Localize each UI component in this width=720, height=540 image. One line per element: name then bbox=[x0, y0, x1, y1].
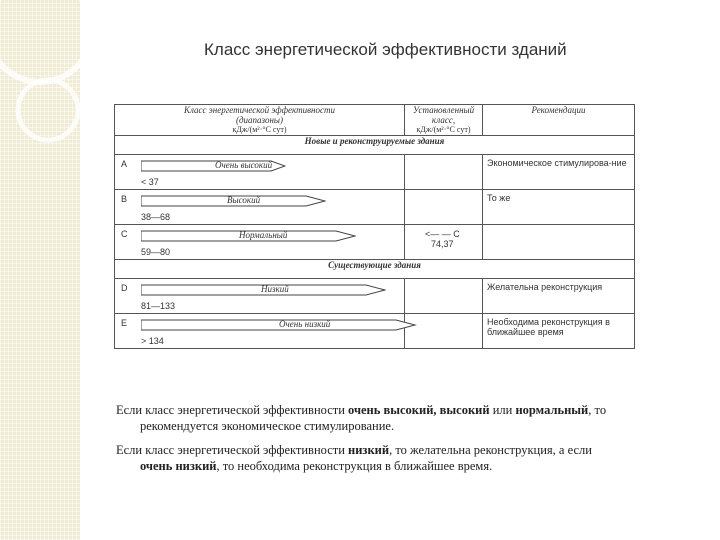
class-cell-b bbox=[115, 190, 405, 225]
p2-bold-very-low: очень низкий bbox=[140, 459, 217, 473]
p1-text-mid: или bbox=[489, 403, 516, 417]
table-row bbox=[115, 190, 635, 225]
class-letter: C bbox=[121, 229, 128, 239]
class-label: Очень низкий bbox=[279, 319, 331, 329]
p1-bold-normal: нормальный bbox=[515, 403, 589, 417]
rec-cell bbox=[483, 190, 635, 225]
p2-bold-low: низкий bbox=[348, 443, 390, 457]
class-label: Нормальный bbox=[239, 230, 288, 240]
page-title: Класс энергетической эффективности зданий bbox=[204, 40, 567, 59]
class-letter: E bbox=[121, 318, 128, 328]
header-est-unit: кДж/(м²·°С сут) bbox=[416, 125, 471, 134]
table-row bbox=[115, 314, 635, 349]
est-cell bbox=[405, 279, 483, 314]
header-class-line1: Класс энергетической эффективности bbox=[184, 105, 335, 115]
header-class-range bbox=[115, 105, 405, 136]
class-range: < 37 bbox=[141, 177, 159, 187]
decorative-arcs bbox=[0, 0, 80, 540]
recommendation-text: Необходима реконструкция в ближайшее время bbox=[487, 317, 610, 337]
header-established-class bbox=[405, 105, 483, 136]
recommendation-text bbox=[483, 225, 634, 231]
p1-separator: , bbox=[433, 403, 440, 417]
rec-cell bbox=[483, 225, 635, 260]
table-row bbox=[115, 225, 635, 260]
p2-text-post: , то желательна реконструкция, а если bbox=[389, 443, 592, 457]
class-cell-d bbox=[115, 279, 405, 314]
class-cell-a bbox=[115, 155, 405, 190]
decorative-side-strip bbox=[0, 0, 80, 540]
est-cell bbox=[405, 314, 483, 349]
table-header-row bbox=[115, 105, 635, 136]
class-letter: D bbox=[121, 283, 128, 293]
est-cell bbox=[405, 155, 483, 190]
section-new-buildings: Новые и реконструируемые здания bbox=[115, 136, 635, 155]
header-recommendations: Рекомендации bbox=[483, 105, 635, 136]
class-range: 38—68 bbox=[141, 212, 171, 222]
section-row-new bbox=[115, 136, 635, 155]
header-est-line1: Установленный bbox=[412, 105, 475, 115]
rec-cell bbox=[483, 279, 635, 314]
class-label: Высокий bbox=[227, 195, 261, 205]
paragraph-low-classes bbox=[116, 442, 676, 474]
rec-cell bbox=[483, 155, 635, 190]
table-row bbox=[115, 279, 635, 314]
p2-text-pre: Если класс энергетической эффективности bbox=[116, 443, 349, 457]
paragraph-high-classes bbox=[116, 402, 676, 434]
est-cell bbox=[405, 190, 483, 225]
header-class-line2: (диапазоны) bbox=[236, 115, 283, 125]
recommendation-text: Желательна реконструкция bbox=[487, 282, 603, 292]
established-class-arrow: <— — C bbox=[425, 229, 460, 239]
p1-bold-very-high: очень высокий bbox=[348, 403, 434, 417]
p1-text-post: , то bbox=[588, 403, 607, 417]
header-class-unit: кДж/(м²·°С сут) bbox=[232, 125, 287, 134]
established-class-value: 74,37 bbox=[431, 239, 454, 249]
energy-class-table-wrap bbox=[114, 104, 634, 372]
p1-line2: рекомендуется экономическое стимулирование. bbox=[140, 419, 395, 433]
class-letter: A bbox=[121, 159, 128, 169]
class-cell-e bbox=[115, 314, 405, 349]
class-letter: B bbox=[121, 194, 128, 204]
p1-bold-high: высокий bbox=[439, 403, 490, 417]
table-row bbox=[115, 155, 635, 190]
p2-line2: , то необходима реконструкция в ближайшее время. bbox=[216, 459, 493, 473]
recommendation-text: То же bbox=[487, 193, 511, 203]
class-label: Низкий bbox=[261, 284, 289, 294]
recommendation-text: Экономическое стимулирова-ние bbox=[487, 158, 627, 168]
rec-cell bbox=[483, 314, 635, 349]
class-label: Очень высокий bbox=[215, 160, 273, 170]
class-range: 81—133 bbox=[141, 301, 176, 311]
established-class-marker bbox=[425, 229, 460, 249]
class-cell-c bbox=[115, 225, 405, 260]
class-range: 59—80 bbox=[141, 247, 171, 257]
section-existing-buildings: Существующие здания bbox=[115, 260, 635, 279]
class-range: > 134 bbox=[141, 336, 164, 346]
header-est-line2: класс, bbox=[431, 115, 456, 125]
est-cell bbox=[405, 225, 483, 260]
p1-text-pre: Если класс энергетической эффективности bbox=[116, 403, 349, 417]
p2-line2-wrap bbox=[116, 458, 676, 474]
section-row-existing bbox=[115, 260, 635, 279]
energy-class-table bbox=[114, 104, 635, 349]
